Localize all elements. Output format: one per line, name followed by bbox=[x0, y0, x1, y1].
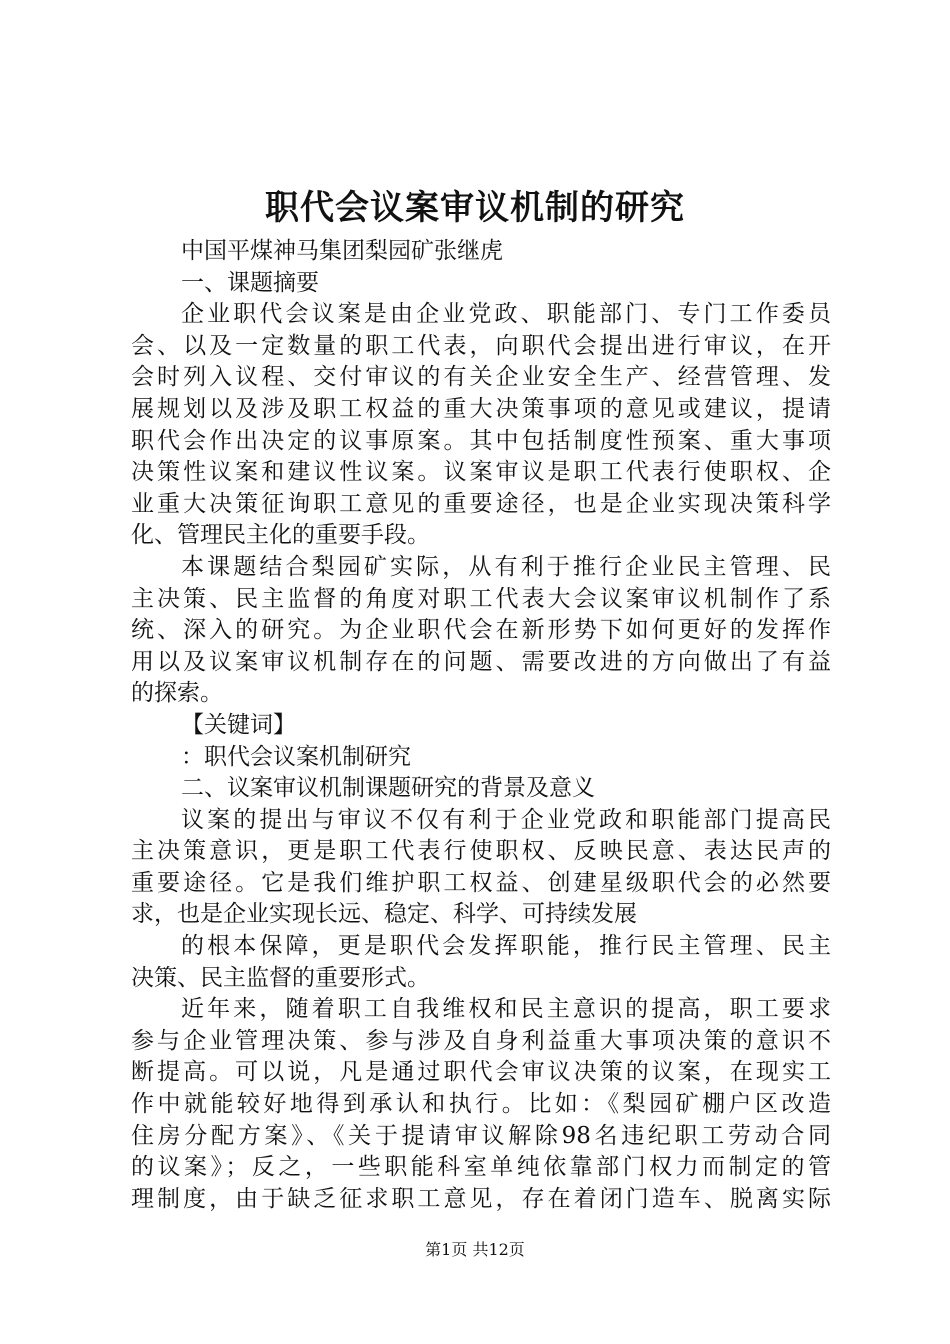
body-line: 会时列入议程、交付审议的有关企业安全生产、经营管理、发 bbox=[131, 364, 831, 391]
body-line: 展规划以及涉及职工权益的重大决策事项的意见或建议，提请 bbox=[131, 395, 831, 422]
body-line: 重要途径。它是我们维护职工权益、创建星级职代会的必然要 bbox=[131, 869, 831, 896]
document-body bbox=[131, 236, 831, 1215]
body-line: 主决策意识，更是职工代表行使职权、反映民意、表达民声的 bbox=[131, 838, 831, 865]
body-line: 会、以及一定数量的职工代表，向职代会提出进行审议，在开 bbox=[131, 332, 831, 359]
body-line: 参与企业管理决策、参与涉及自身利益重大事项决策的意识不 bbox=[131, 1027, 831, 1054]
body-line: 断提高。可以说，凡是通过职代会审议决策的议案，在现实工 bbox=[131, 1059, 831, 1086]
body-line: 用以及议案审议机制存在的问题、需要改进的方向做出了有益 bbox=[131, 648, 831, 675]
body-line: 中国平煤神马集团梨园矿张继虎 bbox=[181, 238, 503, 264]
body-line: 决策性议案和建议性议案。议案审议是职工代表行使职权、企 bbox=[131, 459, 831, 486]
body-line: 业重大决策征询职工意见的重要途径，也是企业实现决策科学 bbox=[131, 490, 831, 517]
body-line: ：职代会议案机制研究 bbox=[181, 743, 411, 770]
body-line: 企业职代会议案是由企业党政、职能部门、专门工作委员 bbox=[181, 301, 831, 328]
body-line: 求，也是企业实现长远、稳定、科学、可持续发展 bbox=[131, 901, 637, 928]
body-line: 化、管理民主化的重要手段。 bbox=[131, 522, 430, 549]
body-line: 决策、民主监督的重要形式。 bbox=[131, 964, 430, 991]
document-title: 职代会议案审议机制的研究 bbox=[265, 188, 685, 228]
body-line: 本课题结合梨园矿实际，从有利于推行企业民主管理、民 bbox=[181, 553, 831, 580]
body-line: 理制度，由于缺乏征求职工意见，存在着闭门造车、脱离实际 bbox=[131, 1185, 831, 1212]
body-line: 的探索。 bbox=[131, 680, 223, 707]
body-line: 二、议案审议机制课题研究的背景及意义 bbox=[181, 775, 595, 802]
body-line: 【关键词】 bbox=[181, 711, 296, 738]
page-indicator: 第1页 共12页 bbox=[425, 1240, 525, 1259]
body-line: 近年来，随着职工自我维权和民主意识的提高，职工要求 bbox=[181, 996, 831, 1023]
body-line: 主决策、民主监督的角度对职工代表大会议案审议机制作了系 bbox=[131, 585, 831, 612]
body-line: 统、深入的研究。为企业职代会在新形势下如何更好的发挥作 bbox=[131, 617, 831, 644]
body-line: 职代会作出决定的议事原案。其中包括制度性预案、重大事项 bbox=[131, 427, 831, 454]
body-line: 住房分配方案》、《关于提请审议解除98名违纪职工劳动合同 bbox=[131, 1122, 831, 1149]
body-line: 的根本保障，更是职代会发挥职能，推行民主管理、民主 bbox=[181, 933, 831, 960]
body-line: 一、课题摘要 bbox=[181, 269, 319, 296]
body-line: 作中就能较好地得到承认和执行。比如：《梨园矿棚户区改造 bbox=[131, 1091, 831, 1118]
body-line: 议案的提出与审议不仅有利于企业党政和职能部门提高民 bbox=[181, 806, 831, 833]
body-line: 的议案》；反之，一些职能科室单纯依靠部门权力而制定的管 bbox=[131, 1154, 831, 1181]
